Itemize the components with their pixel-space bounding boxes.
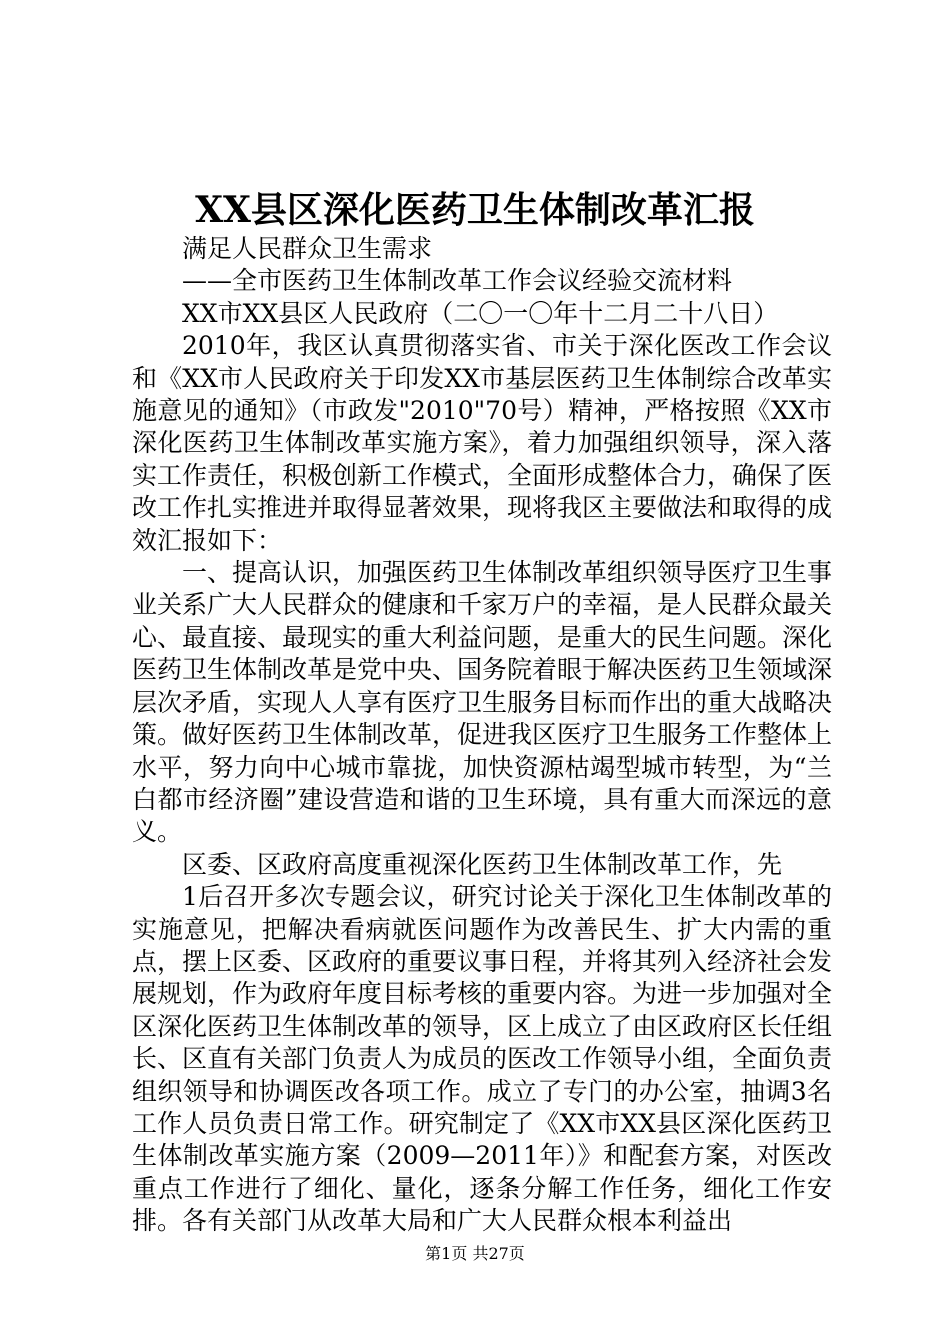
document-title: XX县区深化医药卫生体制改革汇报 [195,189,755,231]
body-paragraph: 区委、区政府高度重视深化医药卫生体制改革工作，先 [182,849,783,879]
issuer-date-paragraph: XX市XX县区人民政府（二〇一〇年十二月二十八日） [182,298,779,328]
page-footer: 第1页 共27页 [425,1244,525,1263]
body-paragraph: 1后召开多次专题会议，研究讨论关于深化卫生体制改革的实施意见，把解决看病就医问题作为改善民生、扩大内需的重点，摆上区委、区政府的重要议事日程，并将其列入经济社会发展规划，作为政府年度目标考核的重要内容。为进一步加强对全区深化医药卫生体制改革的领导，区上成立了由区政府区长任组长、区直有关部门负责人为成员的医改工作领导小组，全面负责组织领导和协调医改各项工作。成立了专门的办公室，抽调3名工作人员负责日常工作。研究制定了《XX市XX县区深化医药卫生体制改革实施方案（2009—2011年）》和配套方案，对医改重点工作进行了细化、量化，逐条分解工作任务，细化工作安排。各有关部门从改革大局和广大人民群众根本利益出 [132,882,833,1236]
subheading-paragraph: ——全市医药卫生体制改革工作会议经验交流材料 [182,266,733,296]
body-paragraph: 2010年，我区认真贯彻落实省、市关于深化医改工作会议和《XX市人民政府关于印发XX市基层医药卫生体制综合改革实施意见的通知》（市政发"2010"70号）精神，严格按照《XX市深化医药卫生体制改革实施方案》，着力加强组织领导，深入落实工作责任，积极创新工作模式，全面形成整体合力，确保了医改工作扎实推进并取得显著效果，现将我区主要做法和取得的成效汇报如下： [132,331,833,555]
body-paragraph: 一、提高认识，加强医药卫生体制改革组织领导医疗卫生事业关系广大人民群众的健康和千家万户的幸福，是人民群众最关心、最直接、最现实的重大利益问题，是重大的民生问题。深化医药卫生体制改革是党中央、国务院着眼于解决医药卫生领域深层次矛盾，实现人人享有医疗卫生服务目标而作出的重大战略决策。做好医药卫生体制改革，促进我区医疗卫生服务工作整体上水平，努力向中心城市靠拢，加快资源枯竭型城市转型，为“兰白都市经济圈”建设营造和谐的卫生环境，具有重大而深远的意义。 [132,558,833,847]
document-body [132,233,832,1238]
subtitle-paragraph: 满足人民群众卫生需求 [182,234,433,263]
